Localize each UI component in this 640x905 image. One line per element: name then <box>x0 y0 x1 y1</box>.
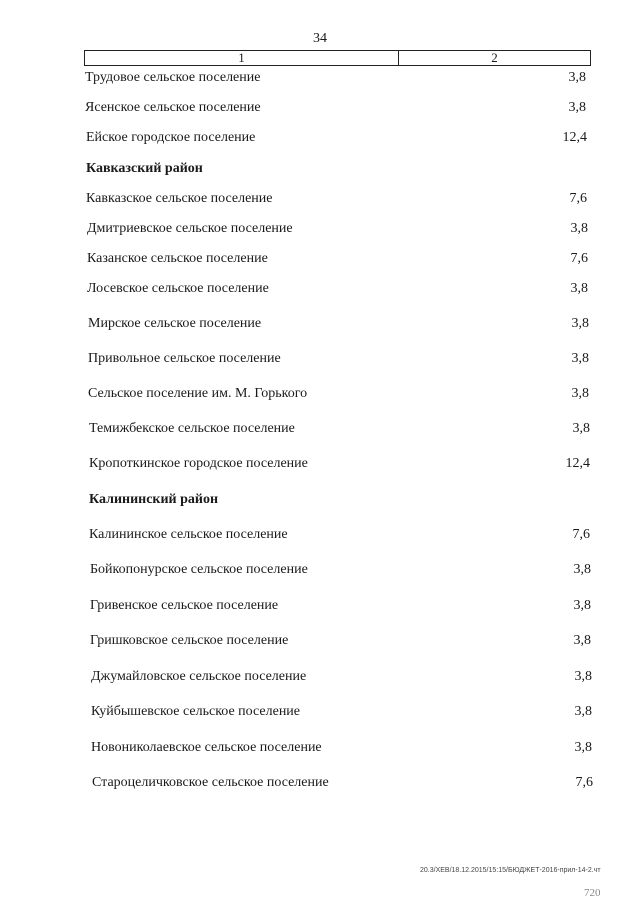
row-value: 3,8 <box>571 386 589 401</box>
table-row <box>0 420 640 438</box>
table-row <box>0 220 640 238</box>
section-heading <box>0 160 640 178</box>
row-value: 3,8 <box>573 633 591 648</box>
footer-code: 20.3/ХЕВ/18.12.2015/15:15/БЮДЖЕТ-2016-прил-14-2.чт <box>420 867 601 874</box>
row-label: Сельское поселение им. М. Горького <box>88 386 308 401</box>
table-row <box>0 99 640 117</box>
table-row <box>0 315 640 333</box>
row-label: Гришковское сельское поселение <box>90 633 289 648</box>
row-value: 3,8 <box>574 669 592 684</box>
row-label: Староцеличковское сельское поселение <box>92 775 329 790</box>
row-label: Дмитриевское сельское поселение <box>87 221 293 236</box>
table-row <box>0 129 640 147</box>
row-value: 3,8 <box>568 70 586 85</box>
row-label: Трудовое сельское поселение <box>85 70 261 85</box>
row-value: 3,8 <box>572 421 590 436</box>
row-label: Лосевское сельское поселение <box>87 281 269 296</box>
row-value: 3,8 <box>570 221 588 236</box>
row-value: 7,6 <box>572 527 590 542</box>
table-row <box>0 69 640 87</box>
row-value: 3,8 <box>573 598 591 613</box>
table-row <box>0 668 640 686</box>
section-heading-label: Калининский район <box>89 492 219 507</box>
row-label: Казанское сельское поселение <box>87 251 268 266</box>
section-heading-label: Кавказский район <box>86 161 203 176</box>
row-label: Темижбекское сельское поселение <box>89 421 295 436</box>
table-row <box>0 190 640 208</box>
row-value: 12,4 <box>565 456 590 471</box>
row-value: 7,6 <box>570 251 588 266</box>
table-row <box>0 703 640 721</box>
column-header-1: 1 <box>85 51 399 65</box>
row-label: Ясенское сельское поселение <box>85 100 261 115</box>
row-value: 12,4 <box>562 130 587 145</box>
table-row <box>0 385 640 403</box>
column-header-row <box>84 50 591 66</box>
row-value: 3,8 <box>570 281 588 296</box>
row-value: 7,6 <box>569 191 587 206</box>
row-value: 3,8 <box>571 316 589 331</box>
row-value: 3,8 <box>574 740 592 755</box>
table-row <box>0 280 640 298</box>
row-value: 3,8 <box>568 100 586 115</box>
row-value: 3,8 <box>571 351 589 366</box>
table-row <box>0 250 640 268</box>
table-row <box>0 350 640 368</box>
corner-mark: 720 <box>584 887 601 899</box>
table-row <box>0 597 640 615</box>
section-heading <box>0 491 640 509</box>
row-label: Бойкопонурское сельское поселение <box>90 562 308 577</box>
row-value: 3,8 <box>574 704 592 719</box>
row-label: Ейское городское поселение <box>86 130 256 145</box>
row-label: Кропоткинское городское поселение <box>89 456 308 471</box>
row-label: Кавказское сельское поселение <box>86 191 273 206</box>
row-label: Джумайловское сельское поселение <box>91 669 307 684</box>
table-row <box>0 739 640 757</box>
column-header-2: 2 <box>491 50 498 65</box>
table-row <box>0 561 640 579</box>
row-label: Мирское сельское поселение <box>88 316 262 331</box>
page-number: 34 <box>313 31 327 46</box>
table-row <box>0 526 640 544</box>
table-row <box>0 455 640 473</box>
row-value: 3,8 <box>573 562 591 577</box>
row-label: Новониколаевское сельское поселение <box>91 740 322 755</box>
row-label: Калининское сельское поселение <box>89 527 288 542</box>
row-label: Куйбышевское сельское поселение <box>91 704 301 719</box>
row-value: 7,6 <box>575 775 593 790</box>
table-row <box>0 774 640 792</box>
row-label: Привольное сельское поселение <box>88 351 281 366</box>
table-row <box>0 632 640 650</box>
row-label: Гривенское сельское поселение <box>90 598 279 613</box>
